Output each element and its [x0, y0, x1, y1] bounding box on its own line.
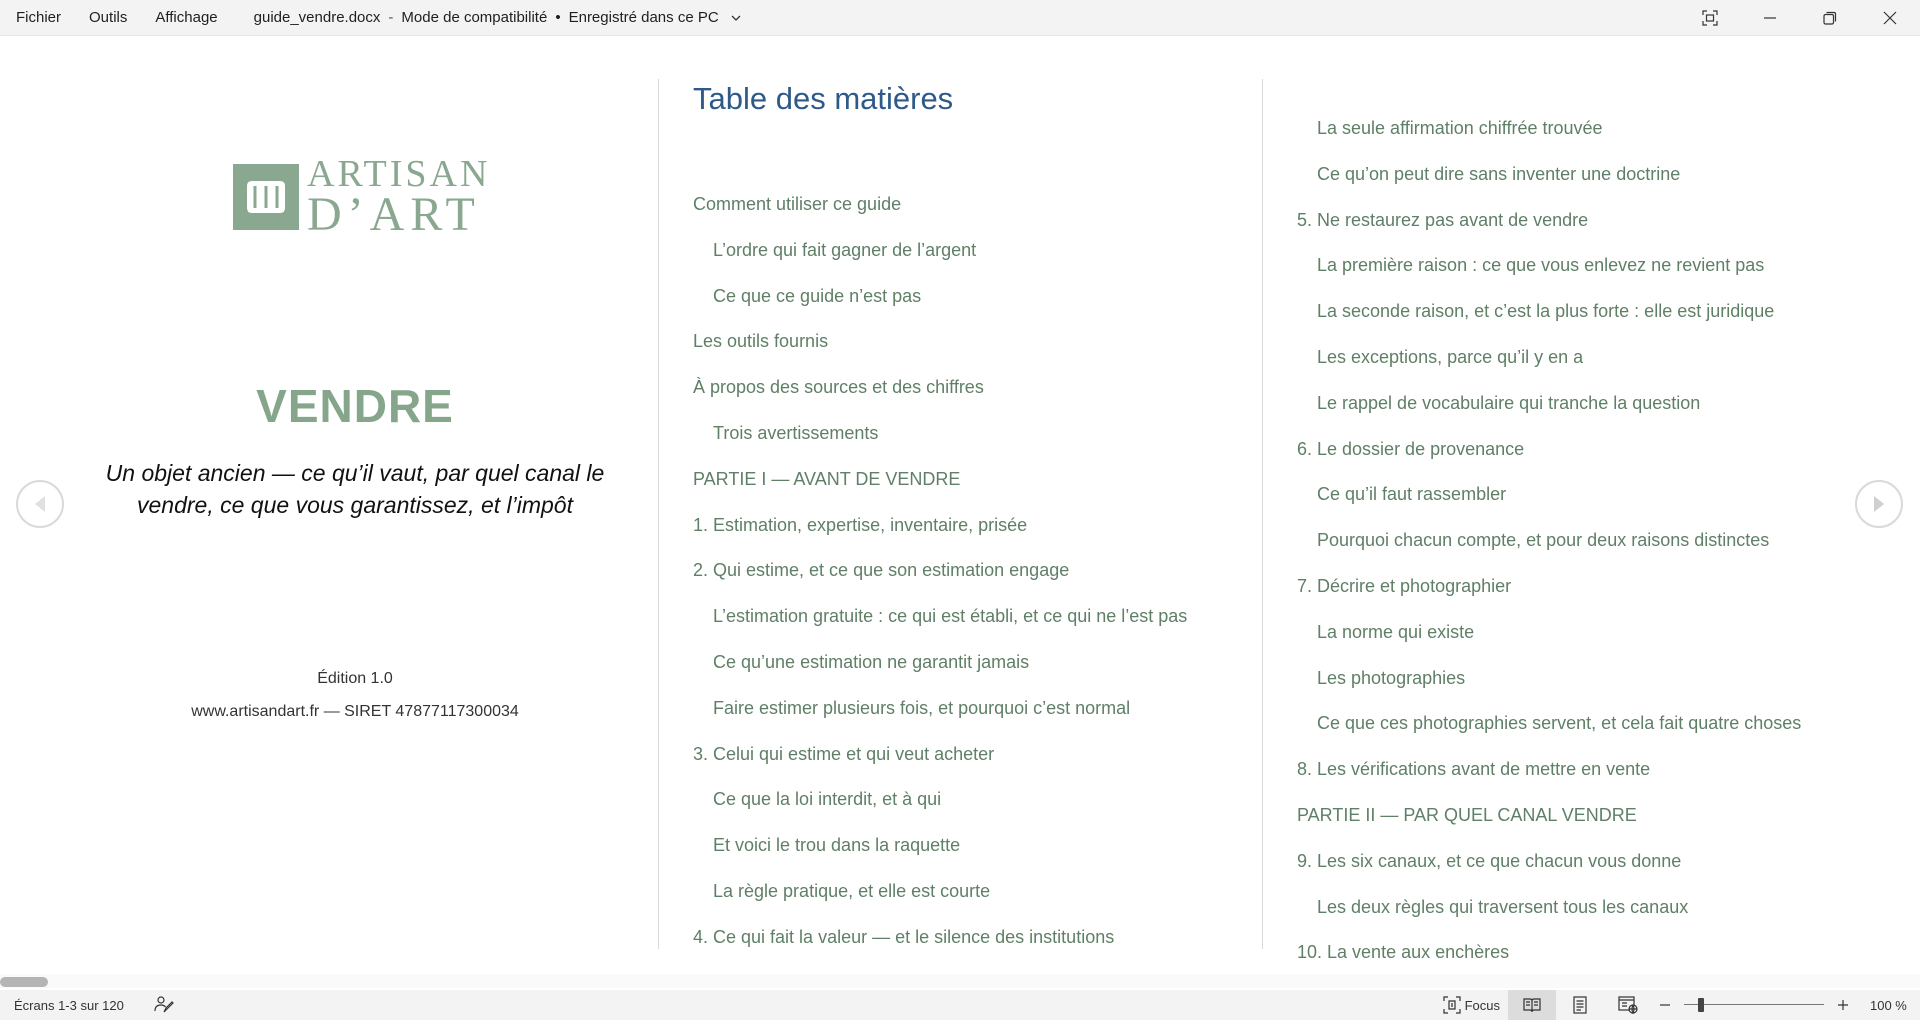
zoom-slider[interactable]: [1684, 990, 1824, 1020]
window-controls: [1680, 0, 1920, 36]
toc-entry[interactable]: Ce que la loi interdit, et à qui: [713, 789, 942, 810]
toc-heading: Table des matières: [693, 81, 954, 116]
toc-entry[interactable]: La seconde raison, et c’est la plus forte : elle est juridique: [1317, 301, 1775, 322]
chevron-down-icon[interactable]: [731, 13, 741, 23]
toc-entry[interactable]: Pourquoi chacun compte, et pour deux raisons distinctes: [1317, 530, 1770, 551]
logo-text-line1: ARTISAN: [307, 153, 491, 195]
horizontal-scrollbar[interactable]: [0, 974, 1920, 988]
toc-entry[interactable]: Faire estimer plusieurs fois, et pourquoi c’est normal: [713, 697, 1131, 718]
toc-entry[interactable]: La seule affirmation chiffrée trouvée: [1317, 118, 1603, 138]
zoom-in-button[interactable]: [1830, 990, 1856, 1020]
restore-icon: [1823, 11, 1837, 25]
save-status: Enregistré dans ce PC: [568, 9, 719, 26]
screen-counter: Écrans 1-3 sur 120: [14, 997, 124, 1013]
accessibility-icon: [154, 996, 174, 1014]
next-page-icon: [1871, 495, 1887, 513]
logo-text-line2: D’ART: [307, 188, 481, 241]
toc-entry[interactable]: Ce qu’il faut rassembler: [1317, 484, 1507, 505]
toc-entry[interactable]: Ce que ce guide n’est pas: [713, 285, 922, 306]
cover-edition: Édition 1.0: [317, 670, 393, 687]
previous-page-button[interactable]: [16, 480, 64, 528]
zoom-out-icon: [1660, 1000, 1670, 1010]
document-title[interactable]: [254, 9, 741, 26]
toc-list-page2: [1297, 117, 1801, 987]
title-bar: [0, 0, 1920, 36]
toc-entry[interactable]: PARTIE I — AVANT DE VENDRE: [693, 468, 961, 489]
scrollbar-thumb[interactable]: [0, 977, 48, 987]
toc-entry[interactable]: La norme qui existe: [1317, 621, 1475, 642]
toc-entry[interactable]: 2. Qui estime, et ce que son estimation engage: [693, 560, 1070, 581]
toc-entry[interactable]: La règle pratique, et elle est courte: [713, 880, 991, 901]
toc-entry[interactable]: 8. Les vérifications avant de mettre en vente: [1297, 759, 1651, 780]
close-button[interactable]: [1860, 0, 1920, 36]
minimize-icon: [1763, 11, 1777, 25]
cover-subtitle: Un objet ancien — ce qu’il vaut, par quel canal le vendre, ce que vous garantissez, et l’impôt: [105, 460, 605, 518]
toc-entry[interactable]: 3. Celui qui estime et qui veut acheter: [693, 743, 995, 764]
toc-entry[interactable]: Et voici le trou dans la raquette: [713, 835, 961, 856]
focus-button[interactable]: [1435, 990, 1508, 1020]
print-layout-button[interactable]: [1556, 990, 1604, 1020]
menu-affichage[interactable]: Affichage: [155, 9, 218, 26]
next-page-button[interactable]: [1855, 480, 1903, 528]
web-layout-icon: [1618, 996, 1638, 1014]
print-layout-icon: [1573, 996, 1587, 1014]
toc-entry[interactable]: Les exceptions, parce qu’il y en a: [1317, 346, 1584, 367]
fullscreen-button[interactable]: [1680, 0, 1740, 36]
toc-entry[interactable]: Trois avertissements: [713, 422, 879, 443]
focus-icon: [1443, 996, 1461, 1014]
toc-entry[interactable]: À propos des sources et des chiffres: [693, 377, 984, 398]
toc-entry[interactable]: 5. Ne restaurez pas avant de vendre: [1297, 209, 1589, 230]
toc-entry[interactable]: La première raison : ce que vous enlevez ne revient pas: [1317, 255, 1765, 276]
page-divider: [658, 79, 659, 949]
cover-website-siret: www.artisandart.fr — SIRET 47877117300034: [191, 703, 519, 720]
toc-entry[interactable]: L’ordre qui fait gagner de l’argent: [713, 239, 977, 260]
zoom-percentage[interactable]: 100 %: [1870, 997, 1907, 1013]
web-layout-button[interactable]: [1604, 990, 1652, 1020]
toc-entry[interactable]: L’estimation gratuite : ce qui est établi, et ce qui ne l’est pas: [713, 606, 1188, 627]
focus-label: Focus: [1464, 997, 1500, 1013]
toc-entry[interactable]: Comment utiliser ce guide: [693, 194, 902, 214]
reading-area: [0, 37, 1920, 972]
fullscreen-icon: [1702, 10, 1718, 26]
cover-page: [60, 37, 650, 967]
toc-list-page1: [693, 193, 1187, 972]
toc-entry[interactable]: Le rappel de vocabulaire qui tranche la question: [1317, 392, 1701, 413]
toc-entry[interactable]: 7. Décrire et photographier: [1297, 575, 1512, 596]
toc-entry[interactable]: 9. Les six canaux, et ce que chacun vous donne: [1297, 850, 1682, 871]
zoom-thumb[interactable]: [1698, 998, 1704, 1012]
compatibility-mode: Mode de compatibilité: [401, 9, 548, 26]
logo-mark-icon: [233, 164, 299, 230]
close-icon: [1883, 11, 1897, 25]
previous-page-icon: [32, 495, 48, 513]
read-mode-button[interactable]: [1508, 990, 1556, 1020]
toc-entry[interactable]: Les photographies: [1317, 667, 1466, 688]
page-divider: [1262, 79, 1263, 949]
artisan-dart-logo: [233, 155, 490, 239]
zoom-out-button[interactable]: [1652, 990, 1678, 1020]
toc-entry[interactable]: Les deux règles qui traversent tous les canaux: [1317, 896, 1689, 917]
minimize-button[interactable]: [1740, 0, 1800, 36]
zoom-in-icon: [1838, 1000, 1848, 1010]
document-filename: guide_vendre.docx: [253, 9, 381, 26]
toc-entry[interactable]: 4. Ce qui fait la valeur — et le silence des institutions: [693, 926, 1115, 947]
toc-entry[interactable]: 6. Le dossier de provenance: [1297, 438, 1525, 459]
menu-outils[interactable]: Outils: [89, 9, 128, 26]
cover-title: VENDRE: [256, 380, 454, 432]
toc-entry[interactable]: Ce qu’une estimation ne garantit jamais: [713, 651, 1030, 672]
restore-button[interactable]: [1800, 0, 1860, 36]
toc-entry[interactable]: Ce qu’on peut dire sans inventer une doctrine: [1317, 163, 1681, 184]
title-bullet: •: [555, 9, 561, 26]
toc-entry[interactable]: Les outils fournis: [693, 331, 829, 352]
title-separator: -: [388, 9, 394, 26]
zoom-track: [1684, 1004, 1824, 1005]
menu-fichier[interactable]: Fichier: [16, 9, 62, 26]
accessibility-button[interactable]: [146, 990, 182, 1020]
read-mode-icon: [1523, 997, 1541, 1013]
toc-entry[interactable]: 10. La vente aux enchères: [1297, 942, 1510, 963]
status-bar: [0, 990, 1920, 1020]
toc-entry[interactable]: 1. Estimation, expertise, inventaire, prisée: [693, 514, 1028, 535]
toc-entry[interactable]: PARTIE II — PAR QUEL CANAL VENDRE: [1297, 804, 1637, 825]
toc-entry[interactable]: Ce que ces photographies servent, et cela fait quatre choses: [1317, 713, 1802, 734]
